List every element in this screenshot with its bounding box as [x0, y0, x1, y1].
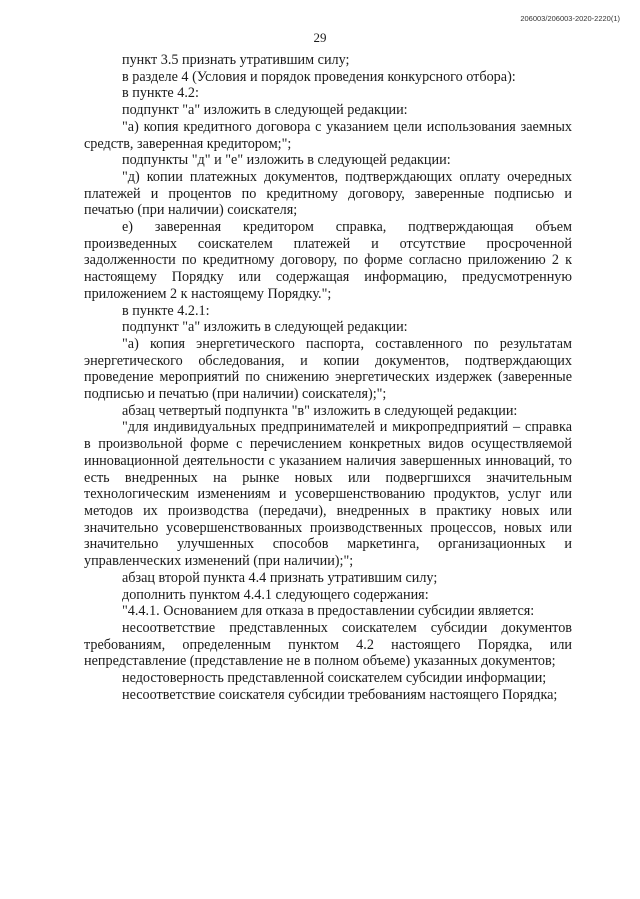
paragraph: несоответствие соискателя субсидии требованиям настоящего Порядка; — [122, 686, 558, 703]
paragraph: абзац второй пункта 4.4 признать утратившим силу; — [122, 569, 438, 586]
paragraph: подпункт "а" изложить в следующей редакции: — [122, 319, 408, 336]
paragraph: в пункте 4.2.1: — [122, 302, 210, 319]
paragraph: "д) копии платежных документов, подтверждающих оплату очередных платежей и процентов по кредитному договору, заверенные подписью и печатью (при наличии) соискателя; — [84, 168, 572, 219]
paragraph: абзац четвертый подпункта "в" изложить в следующей редакции: — [122, 402, 518, 419]
page-number: 29 — [313, 30, 327, 45]
paragraph: подпункт "а" изложить в следующей редакции: — [122, 102, 408, 119]
paragraph: в разделе 4 (Условия и порядок проведения конкурсного отбора): — [122, 68, 516, 85]
document-body — [84, 52, 572, 703]
paragraph: подпункты "д" и "е" изложить в следующей редакции: — [122, 152, 451, 169]
paragraph: в пункте 4.2: — [122, 85, 199, 102]
paragraph: "4.4.1. Основанием для отказа в предоставлении субсидии является: — [122, 603, 535, 620]
paragraph: несоответствие представленных соискателем субсидии документов требованиям, определенным пунктом 4.2 настоящего Порядка, или непредставление (представление не в полном объеме) указанных документов; — [84, 619, 572, 670]
paragraph: дополнить пунктом 4.4.1 следующего содержания: — [122, 586, 429, 603]
document-id: 206003/206003-2020-2220(1) — [520, 14, 620, 23]
paragraph: недостоверность представленной соискателем субсидии информации; — [122, 670, 547, 687]
paragraph: "а) копия кредитного договора с указанием цели использования заемных средств, заверенная кредитором;"; — [84, 118, 572, 152]
paragraph: е) заверенная кредитором справка, подтверждающая объем произведенных соискателем платежей и отсутствие просроченной задолженности по кредитному договору, по форме согласно приложению 2 к настоящему Порядку или содержащая информацию, предусмотренную приложением 2 к настоящему Порядку."; — [84, 219, 572, 302]
paragraph: "а) копия энергетического паспорта, составленного по результатам энергетического обследования, и копии документов, подтверждающих проведение мероприятий по снижению энергетических издержек (заверенные подписью и печатью (при наличии) соискателя);"; — [84, 335, 572, 403]
paragraph: "для индивидуальных предпринимателей и микропредприятий – справка в произвольной форме с перечислением конкретных видов осуществляемой инновационной деятельности с указанием наличия завершенных инноваций, то есть внедренных на рынке новых или подвергшихся значительным технологическим изменениям и усовершенствованию продуктов, услуг или методов их производства (передачи), внедренных в практику новых или значительно усовершенствованных производственных процессов, новых или значительно улучшенных способов маркетинга, организационных и управленческих изменений (при наличии);"; — [84, 419, 572, 570]
paragraph: пункт 3.5 признать утратившим силу; — [122, 52, 350, 68]
